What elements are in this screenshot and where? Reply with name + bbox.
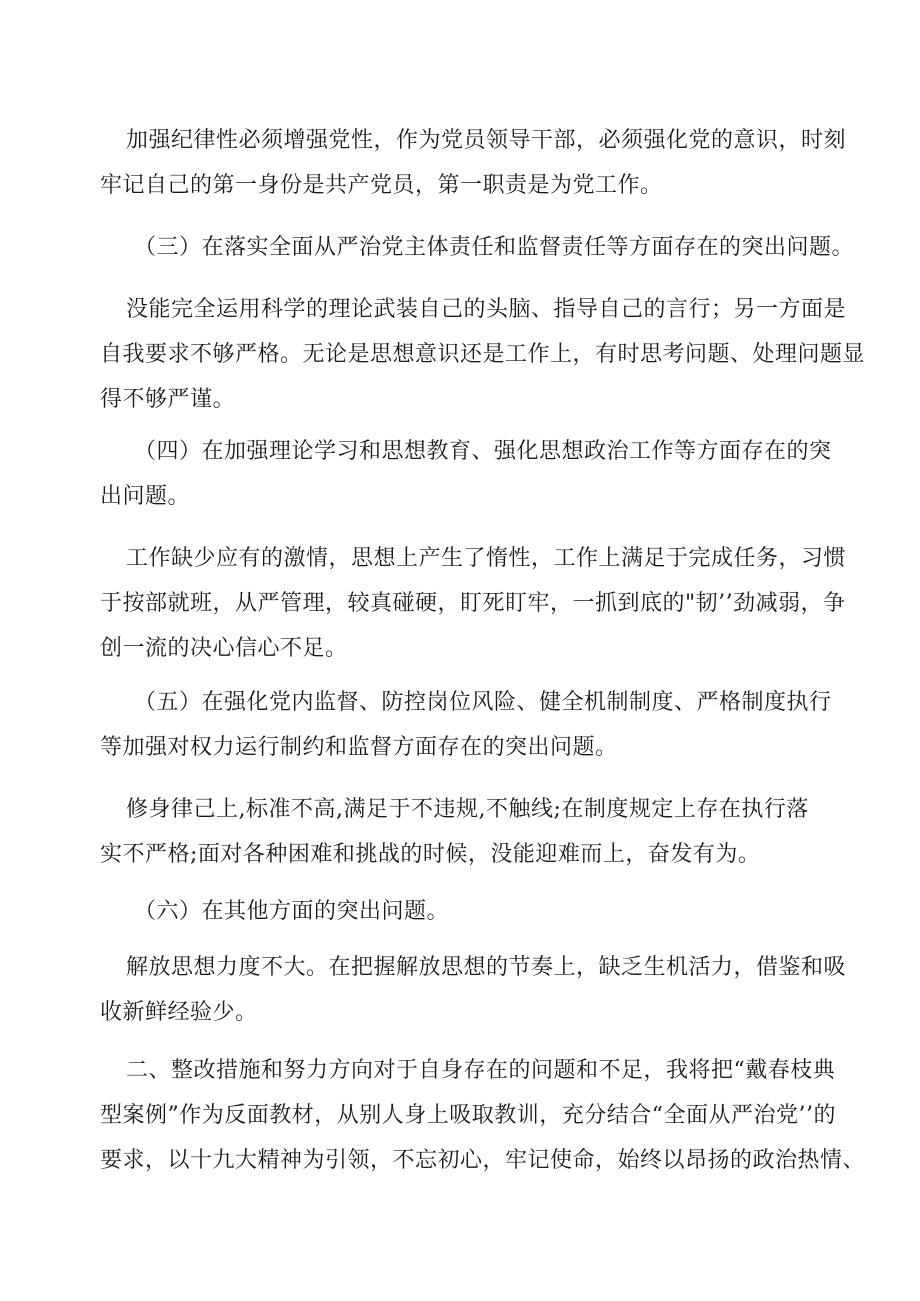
text-line: 加强纪律性必须增强党性，作为党员领导干部，必须强化党的意识，时刻 (126, 128, 847, 153)
section-heading: （四）在加强理论学习和思想教育、强化思想政治工作等方面存在的突 (134, 439, 832, 464)
text-line: 收新鲜经验少。 (100, 1000, 258, 1025)
text-line: 得不够严谨。 (100, 387, 236, 412)
section-heading: （五）在强化党内监督、防控岗位风险、健全机制制度、严格制度执行 (134, 690, 832, 715)
text-line: 没能完全运用科学的理论武装自己的头脑、指导自己的言行；另一方面是 (126, 297, 847, 322)
section-heading: （六）在其他方面的突出问题。 (134, 899, 450, 924)
text-line: 型案例”作为反面教材，从别人身上吸取教训，充分结合“全面从严治党’’的 (100, 1103, 836, 1128)
text-line: 于按部就班，从严管理，较真碰硬，盯死盯牢，一抓到底的"韧’’劲减弱，争 (100, 591, 846, 616)
text-line: 修身律己上,标准不高,满足于不违规,不触线;在制度规定上存在执行落 (126, 797, 809, 822)
text-line: 自我要求不够严格。无论是思想意识还是工作上，有时思考问题、处理问题显 (100, 342, 866, 367)
text-line: 牢记自己的第一身份是共产党员，第一职责是为党工作。 (100, 173, 663, 198)
section-heading: 出问题。 (100, 484, 191, 509)
text-line: 要求，以十九大精神为引领，不忘初心，牢记使命，始终以昂扬的政治热情、 (100, 1148, 866, 1173)
text-line: 实不严格;面对各种困难和挑战的时候，没能迎难而上，奋发有为。 (100, 842, 761, 867)
text-line: 二、整改措施和努力方向对于自身存在的问题和不足，我将把“戴春枝典 (126, 1058, 836, 1083)
text-line: 工作缺少应有的激情，思想上产生了惰性，工作上满足于完成任务，习惯 (126, 546, 847, 571)
section-heading: 等加强对权力运行制约和监督方面存在的突出问题。 (100, 735, 618, 760)
text-line: 创一流的决心信心不足。 (100, 636, 348, 661)
section-heading: （三）在落实全面从严治党主体责任和监督责任等方面存在的突出问题。 (134, 235, 855, 260)
text-line: 解放思想力度不大。在把握解放思想的节奏上，缺乏生机活力，借鉴和吸 (126, 955, 847, 980)
